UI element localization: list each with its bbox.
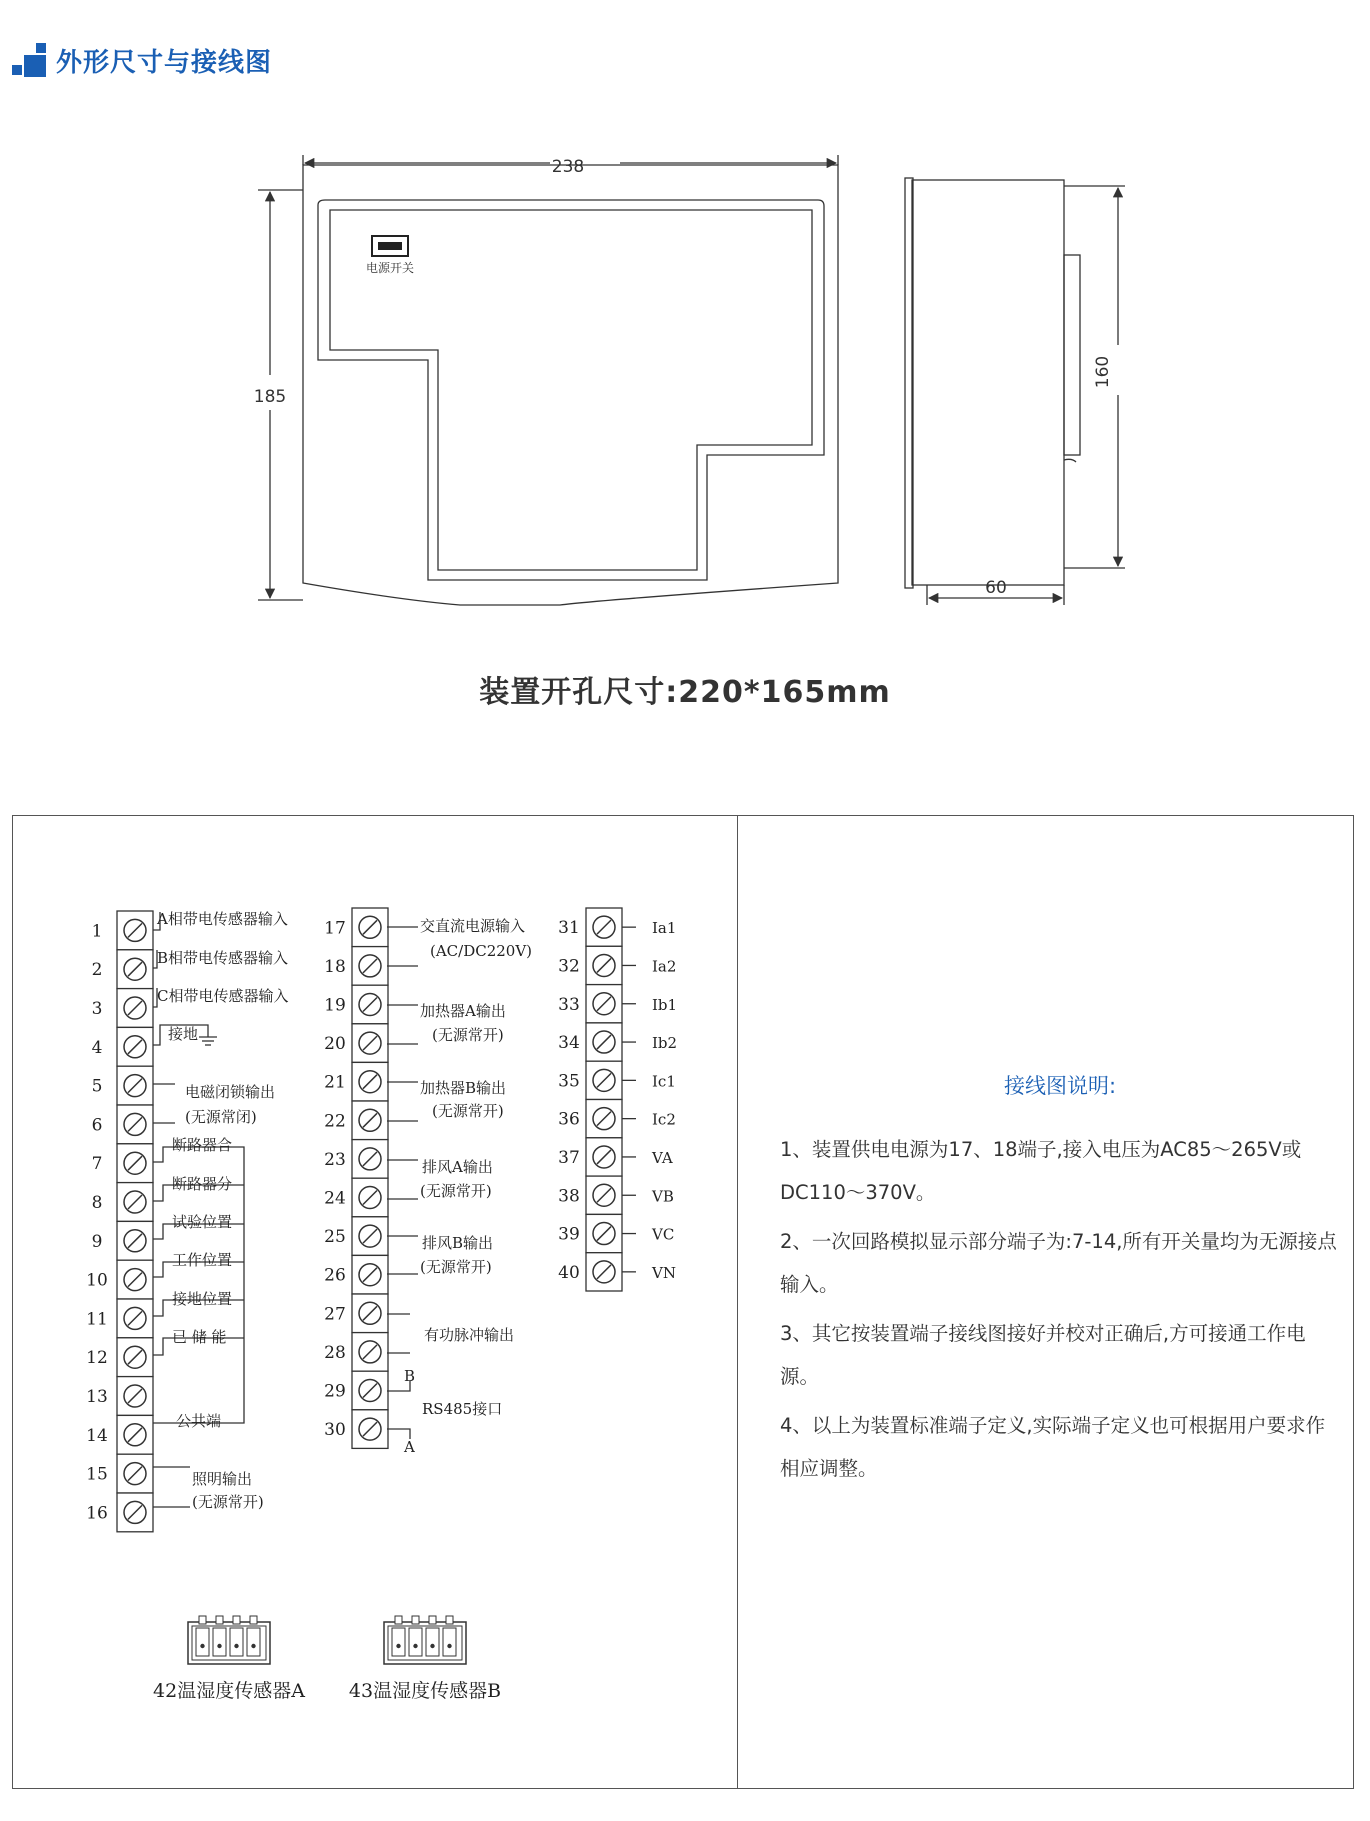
- terminal: [324, 947, 388, 986]
- terminal-wiring-diagram: [12, 815, 737, 1789]
- terminal-label: Ib1: [652, 995, 678, 1014]
- terminal: [92, 1183, 153, 1222]
- label-stored-energy: 已 储 能: [172, 1328, 227, 1346]
- terminal-number: 38: [558, 1186, 580, 1207]
- label-pulse-output: 有功脉冲输出: [424, 1326, 515, 1344]
- terminal: [558, 1138, 673, 1176]
- label-heater-b-note: (无源常开): [432, 1102, 504, 1120]
- terminal: [92, 1105, 153, 1144]
- terminal-number: 9: [91, 1231, 103, 1252]
- terminal: [92, 911, 153, 950]
- terminal-number: 8: [91, 1193, 103, 1213]
- terminal-number: 3: [91, 999, 103, 1019]
- label-breaker-close: 断路器合: [172, 1136, 233, 1154]
- label-fan-b: 排风B输出: [422, 1234, 494, 1252]
- terminal-number: 13: [86, 1387, 108, 1407]
- terminal: [86, 1338, 153, 1377]
- terminal-number: 37: [558, 1147, 580, 1168]
- terminal-number: 11: [86, 1309, 108, 1330]
- terminal: [558, 1023, 677, 1061]
- terminal-number: 20: [324, 1034, 346, 1055]
- sensor-connector: [153, 1616, 305, 1702]
- sensor-connector: [349, 1616, 501, 1702]
- label-fan-a: 排风A输出: [422, 1158, 493, 1176]
- terminal-number: 24: [324, 1188, 346, 1209]
- label-ground: 接地: [168, 1025, 199, 1043]
- terminal-number: 28: [324, 1342, 346, 1363]
- terminal: [86, 1454, 153, 1493]
- terminal: [558, 946, 676, 984]
- terminal: [324, 1178, 388, 1217]
- label-work-position: 工作位置: [172, 1251, 233, 1269]
- panel-divider: [737, 815, 738, 1789]
- terminal: [86, 1415, 153, 1454]
- terminal-label: Ib2: [652, 1034, 678, 1053]
- front-height-label: 185: [253, 387, 287, 407]
- label-lock-output: 电磁闭锁输出: [185, 1083, 276, 1101]
- sensor-label: 42温湿度传感器A: [153, 1680, 305, 1702]
- terminal-number: 12: [86, 1348, 108, 1369]
- terminal: [558, 1253, 676, 1291]
- note-item: 3、其它按装置端子接线图接好并校对正确后,方可接通工作电源。: [780, 1322, 1306, 1388]
- label-breaker-open: 断路器分: [172, 1175, 233, 1193]
- label-c-phase: C相带电传感器输入: [157, 987, 289, 1005]
- terminal-number: 19: [324, 995, 346, 1016]
- label-lock-note: (无源常闭): [185, 1108, 257, 1126]
- terminal: [92, 1144, 153, 1183]
- label-heater-a: 加热器A输出: [420, 1002, 506, 1020]
- terminal: [92, 989, 153, 1028]
- terminal-number: 32: [558, 956, 580, 977]
- terminal: [558, 985, 677, 1023]
- label-rs485: RS485接口: [422, 1400, 503, 1418]
- terminal: [324, 1294, 388, 1333]
- label-heater-a-note: (无源常开): [432, 1026, 504, 1044]
- note-item: 4、以上为装置标准端子定义,实际端子定义也可根据用户要求作相应调整。: [780, 1414, 1326, 1480]
- front-view-body: [303, 165, 838, 605]
- label-power-input: 交直流电源输入: [420, 917, 526, 935]
- terminal: [558, 1061, 676, 1099]
- terminal-label: Ia1: [652, 919, 677, 938]
- blue-squares-icon: [12, 43, 46, 77]
- terminal: [558, 908, 676, 946]
- notes-title: 接线图说明:: [1003, 1074, 1117, 1098]
- terminal: [324, 1140, 388, 1179]
- label-power-spec: (AC/DC220V): [430, 942, 533, 960]
- terminal-number: 25: [324, 1227, 346, 1248]
- terminal-number: 40: [558, 1262, 580, 1283]
- outline-dimension-drawing: [0, 140, 1370, 610]
- terminal-number: 7: [91, 1154, 103, 1175]
- terminal-number: 5: [91, 1076, 103, 1097]
- label-ground-position: 接地位置: [172, 1290, 233, 1308]
- side-view-body: [912, 180, 1064, 585]
- terminal-label: VC: [652, 1225, 675, 1244]
- switch-label: 电源开关: [365, 261, 415, 275]
- terminal: [558, 1214, 674, 1252]
- terminal-label: Ic2: [652, 1110, 676, 1129]
- terminal: [324, 1255, 388, 1294]
- label-heater-b: 加热器B输出: [420, 1079, 507, 1097]
- terminal-number: 33: [558, 994, 580, 1015]
- side-depth-label: 60: [985, 578, 1007, 598]
- terminal-number: 27: [324, 1304, 346, 1325]
- terminal-label: VB: [652, 1187, 674, 1206]
- section-header: [12, 40, 272, 80]
- terminal-number: 6: [91, 1115, 103, 1136]
- label-light-note: (无源常开): [192, 1493, 264, 1511]
- terminal-number: 16: [86, 1503, 108, 1524]
- terminal: [324, 1333, 388, 1372]
- terminal: [558, 1176, 674, 1214]
- terminal-number: 22: [324, 1111, 346, 1132]
- section-title: 外形尺寸与接线图: [56, 47, 273, 78]
- terminal: [558, 1100, 676, 1138]
- terminal: [86, 1493, 153, 1532]
- label-fan-a-note: (无源常开): [420, 1182, 492, 1200]
- terminal-number: 14: [86, 1425, 108, 1446]
- terminal-label: VN: [652, 1263, 676, 1282]
- terminal-label: Ia2: [652, 957, 677, 976]
- cutout-caption: 装置开孔尺寸:220*165mm: [479, 675, 891, 710]
- label-rs485-b: B: [404, 1367, 416, 1385]
- label-common: 公共端: [176, 1412, 222, 1430]
- label-b-phase: B相带电传感器输入: [157, 949, 289, 967]
- terminal-label: VA: [652, 1148, 673, 1167]
- terminal-number: 35: [558, 1071, 580, 1092]
- terminal: [324, 1024, 388, 1063]
- terminal: [92, 1027, 153, 1066]
- label-a-phase: A相带电传感器输入: [157, 910, 288, 928]
- terminal: [86, 1299, 153, 1338]
- label-test-position: 试验位置: [172, 1213, 233, 1231]
- terminal-number: 4: [91, 1037, 103, 1058]
- terminal-number: 1: [91, 921, 103, 942]
- terminal: [324, 1371, 388, 1410]
- terminal-number: 17: [324, 918, 346, 939]
- terminal: [86, 1377, 153, 1416]
- note-item: 1、装置供电电源为17、18端子,接入电压为AC85～265V或DC110～370V。: [780, 1138, 1302, 1204]
- terminal: [324, 985, 388, 1024]
- terminal: [324, 1101, 388, 1140]
- terminal: [92, 1221, 153, 1260]
- terminal-number: 31: [558, 918, 580, 939]
- terminal: [324, 1410, 388, 1449]
- front-width-label: 238: [551, 157, 585, 177]
- terminal: [92, 1066, 153, 1105]
- terminal: [324, 1217, 388, 1256]
- terminal-number: 10: [86, 1270, 108, 1291]
- label-fan-b-note: (无源常开): [420, 1258, 492, 1276]
- label-rs485-a: A: [404, 1438, 415, 1456]
- terminal-number: 23: [324, 1149, 346, 1170]
- terminal-number: 21: [324, 1072, 346, 1093]
- terminal-number: 26: [324, 1265, 346, 1286]
- terminal: [92, 950, 153, 989]
- terminal-number: 2: [91, 960, 103, 981]
- terminal-number: 18: [324, 956, 346, 977]
- power-switch-icon: [372, 236, 408, 256]
- terminal-number: 15: [86, 1464, 108, 1485]
- terminal: [86, 1260, 153, 1299]
- terminal-number: 30: [324, 1420, 346, 1441]
- terminal-number: 36: [558, 1109, 580, 1130]
- side-height-label: 160: [1093, 355, 1113, 389]
- terminal-number: 34: [558, 1033, 580, 1054]
- terminal-number: 39: [558, 1224, 580, 1245]
- terminal-label: Ic1: [652, 1072, 676, 1091]
- terminal: [324, 908, 388, 947]
- note-item: 2、一次回路模拟显示部分端子为:7-14,所有开关量均为无源接点输入。: [780, 1230, 1337, 1296]
- terminal: [324, 1062, 388, 1101]
- label-light-output: 照明输出: [192, 1470, 253, 1488]
- terminal-number: 29: [324, 1381, 346, 1402]
- side-view-fins: [1064, 255, 1080, 455]
- sensor-label: 43温湿度传感器B: [348, 1680, 502, 1702]
- wiring-notes: [780, 1070, 1340, 1496]
